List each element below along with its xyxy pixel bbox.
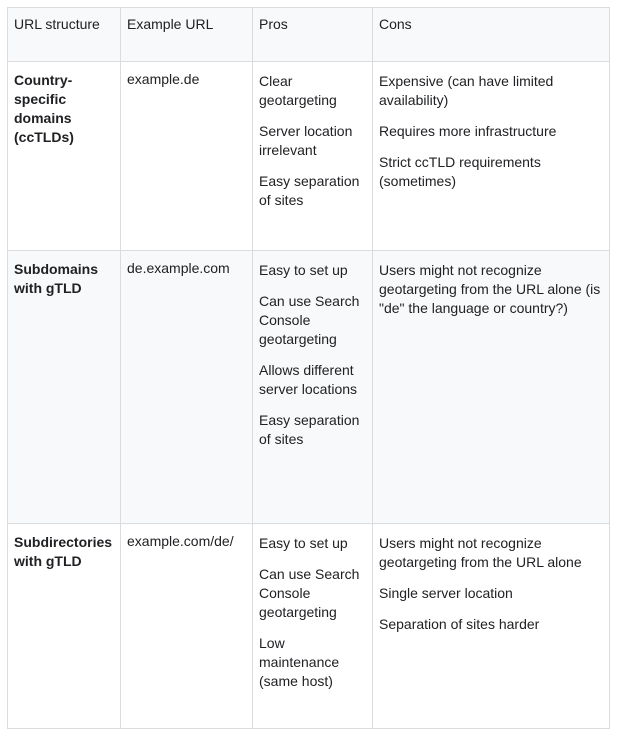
table-row (8, 62, 610, 251)
table-row (8, 524, 610, 729)
con-item: Users might not recognize geotargeting from the URL alone (379, 535, 582, 570)
url-structure-table (7, 7, 610, 729)
pro-item: Low maintenance (same host) (259, 635, 340, 689)
table-row (8, 251, 610, 524)
url-structure-table-container (7, 7, 609, 729)
con-item: Expensive (can have limited availability) (379, 73, 554, 108)
row-pros (253, 62, 373, 251)
row-example-url: example.com/de/ (121, 524, 253, 729)
row-example-url: example.de (121, 62, 253, 251)
pro-item: Easy separation of sites (259, 173, 360, 208)
pro-item: Allows different server locations (259, 362, 358, 397)
row-structure-name: Subdirectories with gTLD (8, 524, 121, 729)
row-pros (253, 524, 373, 729)
pro-item: Server location irrelevant (259, 123, 353, 158)
row-structure-name: Country-specific domains (ccTLDs) (8, 62, 121, 251)
header-pros: Pros (253, 8, 373, 62)
con-item: Requires more infrastructure (379, 123, 557, 139)
row-example-url: de.example.com (121, 251, 253, 524)
header-url-structure: URL structure (8, 8, 121, 62)
con-item: Single server location (379, 585, 513, 601)
row-cons (373, 62, 610, 251)
pro-item: Easy to set up (259, 262, 348, 278)
con-item: Users might not recognize geotargeting from the URL alone (is "de" the language or country?) (379, 262, 601, 316)
row-pros (253, 251, 373, 524)
pro-item: Can use Search Console geotargeting (259, 566, 360, 620)
con-item: Strict ccTLD requirements (sometimes) (379, 154, 541, 189)
header-cons: Cons (373, 8, 610, 62)
pro-item: Can use Search Console geotargeting (259, 293, 360, 347)
row-cons (373, 251, 610, 524)
row-structure-name: Subdomains with gTLD (8, 251, 121, 524)
pro-item: Easy to set up (259, 535, 348, 551)
pro-item: Easy separation of sites (259, 412, 360, 447)
con-item: Separation of sites harder (379, 616, 540, 632)
header-example-url: Example URL (121, 8, 253, 62)
row-cons (373, 524, 610, 729)
pro-item: Clear geotargeting (259, 73, 337, 108)
table-header-row (8, 8, 610, 62)
